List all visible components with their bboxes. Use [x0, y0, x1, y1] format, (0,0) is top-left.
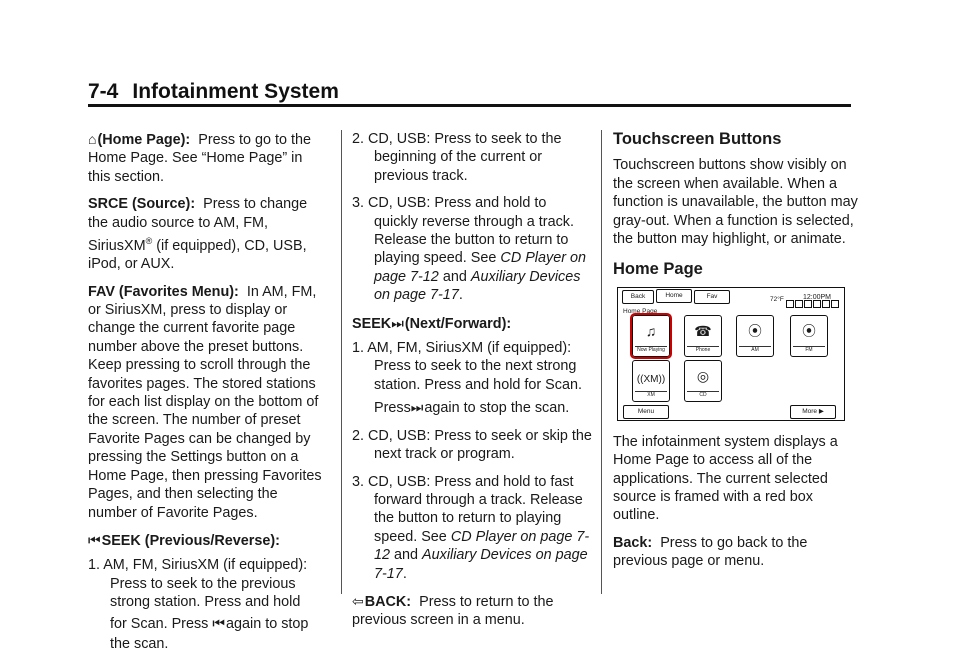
srce-text: Press to change the audio source to AM, FM, SiriusXM	[88, 196, 308, 254]
cd-player-link[interactable]: CD Player on page 7-12	[374, 528, 590, 564]
seek-prev-item-1b	[88, 614, 328, 633]
status-icon	[795, 300, 803, 308]
radio-tower-icon: ⦿	[802, 322, 816, 339]
touchscreen-text: Touchscreen buttons show visibly on the screen when available. When a function is unavailable, the button may gray-out. When a function is selected, the button may highlight, or animate.	[613, 157, 858, 248]
fav-para	[88, 283, 328, 522]
home-page-para	[88, 130, 328, 186]
screen-home-button[interactable]: Home	[656, 289, 692, 303]
seek-next-icon: ⏭	[391, 314, 404, 331]
disc-icon: ◎	[696, 367, 710, 384]
n3-text: 3. CD, USB: Press and hold to fast forward through a track. Release the button to return to playing speed. See	[352, 473, 583, 545]
status-icon	[831, 300, 839, 308]
srce-para	[88, 195, 328, 273]
page-number: 7-4	[88, 80, 119, 103]
play-arrow-icon: ▶	[818, 407, 824, 415]
status-icon	[786, 300, 794, 308]
aux-devices-link[interactable]: Auxiliary Devices on page 7-17	[374, 547, 588, 582]
tile-fm[interactable]	[790, 315, 828, 357]
more-label: More	[802, 407, 817, 415]
home-label: (Home Page):	[97, 132, 191, 148]
column-3	[613, 130, 858, 580]
fav-label: FAV (Favorites Menu):	[88, 283, 239, 300]
status-icon	[813, 300, 821, 308]
seek-prev-item-1c: the scan.	[110, 635, 169, 652]
back-button-label: Back:	[613, 534, 653, 551]
back-text: Press to return to the previous screen in a menu.	[352, 593, 554, 629]
n1b-pre: Press	[374, 400, 411, 417]
tile-now-playing[interactable]	[632, 315, 670, 357]
item3-and: and	[442, 268, 467, 285]
home-page-screenshot	[617, 287, 845, 421]
n1b-post: again to stop the scan.	[424, 400, 570, 417]
seek-prev-item-1: 1. AM, FM, SiriusXM (if equipped): Press to seek to the previous strong station. Press and hold	[88, 557, 308, 611]
section-title: Infotainment System	[132, 80, 339, 103]
column-1	[88, 130, 328, 662]
tile-label: Phone	[687, 346, 719, 354]
tile-label: FM	[793, 346, 825, 354]
column-divider-2	[601, 130, 602, 594]
registered-mark: ®	[145, 236, 153, 247]
back-button-text: Press to go back to the previous page or menu.	[613, 534, 808, 570]
seek-next-icon: ⏭	[410, 399, 424, 416]
item3-text: 3. CD, USB: Press and hold to quickly reverse through a track. Release the button to return to playing speed. See	[352, 195, 574, 267]
tile-cd[interactable]	[684, 360, 722, 402]
screen-back-button[interactable]: Back	[622, 290, 654, 304]
seek-prev-item-2: 2. CD, USB: Press to seek to the beginning of the current or previous track.	[352, 131, 562, 184]
screen-menu-button[interactable]: Menu	[623, 405, 669, 419]
header-rule	[88, 104, 851, 107]
srce-label: SRCE (Source):	[88, 196, 196, 213]
seek-next-item-1: 1. AM, FM, SiriusXM (if equipped): Press to seek to the next strong station. Press and hold for Scan.	[352, 340, 582, 393]
seek-next-rest: (Next/Forward):	[404, 315, 512, 332]
home-text: Press to go to the Home Page. See “Home Page” in this section.	[88, 132, 312, 185]
tile-xm[interactable]	[632, 360, 670, 402]
item1b-post: again to stop	[225, 615, 309, 632]
item1b-pre: for Scan. Press	[110, 615, 209, 632]
screen-title: Home Page	[623, 307, 658, 315]
music-icon: ♫	[645, 322, 657, 339]
tile-label: AM	[739, 346, 771, 354]
n3-and: and	[394, 547, 419, 564]
seek-prev-item-3: 3. CD, USB: Press and hold to quickly reverse through a track. Release the button to return to playing speed. See CD Player on page 7-12 and Auxiliary Devices on page 7-17.	[352, 195, 586, 304]
seek-next-item-2: 2. CD, USB: Press to seek or skip the next track or program.	[352, 427, 592, 463]
back-button-para	[613, 534, 858, 571]
xm-logo-icon: ((XM))	[636, 373, 666, 385]
radio-tower-icon: ⦿	[748, 322, 762, 339]
screen-temperature: 72°F	[770, 295, 784, 303]
back-para	[352, 592, 592, 630]
seek-next-item-3: 3. CD, USB: Press and hold to fast forward through a track. Release the button to return to playing speed. See CD Player on page 7-12 and Auxiliary Devices on page 7-17.	[352, 473, 590, 582]
seek-previous-icon: ⏮	[88, 531, 101, 548]
seek-previous-icon: ⏮	[212, 614, 225, 631]
status-icon	[822, 300, 830, 308]
tile-label: Now Playing	[635, 346, 667, 354]
seek-prev-heading	[88, 531, 328, 550]
back-arrow-icon: ⇦	[352, 592, 364, 609]
tile-label: XM	[635, 391, 667, 399]
column-divider-1	[341, 130, 342, 594]
seek-prev-label: SEEK (Previous/Reverse):	[101, 532, 280, 549]
page-header	[88, 80, 339, 104]
phone-icon: ☎	[694, 322, 712, 339]
seek-next-heading	[352, 314, 592, 333]
status-icon	[804, 300, 812, 308]
home-page-heading: Home Page	[613, 260, 703, 279]
screen-time: 12:00PM	[803, 293, 832, 301]
column-2	[352, 130, 592, 639]
aux-devices-link[interactable]: Auxiliary Devices on page 7-17	[374, 268, 581, 304]
touchscreen-heading: Touchscreen Buttons	[613, 130, 782, 148]
back-label: BACK:	[364, 593, 412, 610]
home-icon: ⌂	[88, 131, 97, 147]
srce-text-2: (if equipped), CD, USB, iPod, or AUX.	[88, 237, 307, 273]
home-page-text: The infotainment system displays a Home Page to access all of the applications. The current selected source is framed with a red box outline.	[613, 433, 838, 524]
tile-phone[interactable]	[684, 315, 722, 357]
fav-text: In AM, FM, or SiriusXM, press to display or change the current favorite page number above the preset buttons. Keep pressing to scroll through the favorites pages. The stored stations for each list display on the bottom of the screen. The number of preset Favorite Pages can be changed by pressing the Settings button on a Home Page, then pressing Favorites Pages, and then selecting the number of Favorite Pages.	[88, 283, 322, 521]
cd-player-link[interactable]: CD Player on page 7-12	[374, 250, 586, 285]
tile-label: CD	[687, 391, 719, 399]
seek-next-label: SEEK	[352, 315, 392, 332]
screen-fav-button[interactable]: Fav	[694, 290, 730, 304]
tile-am[interactable]	[736, 315, 774, 357]
seek-next-item-1b	[352, 398, 592, 417]
screen-more-button[interactable]	[790, 405, 836, 419]
